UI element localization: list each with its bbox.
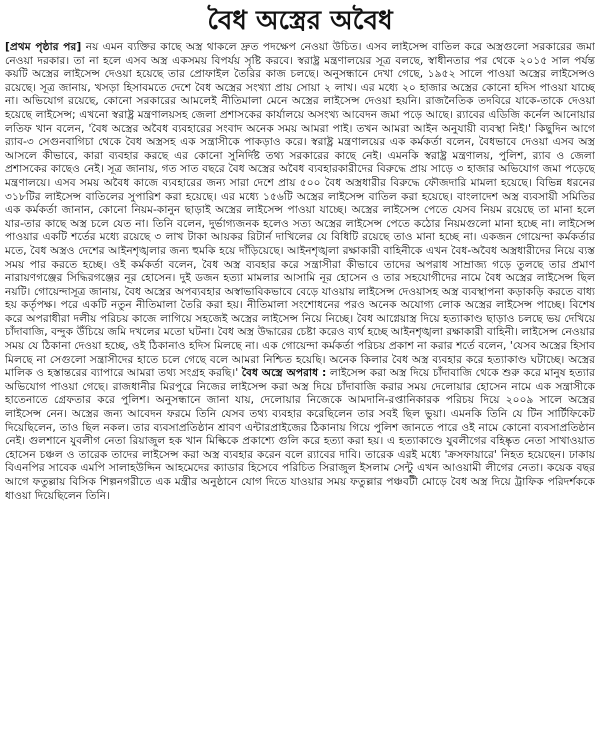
article-body [5,40,595,740]
subheading: বৈধ অস্ত্রে অপরাধ : [241,366,327,380]
paragraph-text: লাইসেন্স করা অস্ত্র দিয়ে চাঁদাবাজি থেকে শুরু করে মানুষ হত্যার অভিযোগ পাওয়া গেছে। রাজধানীর মিরপুরে নিজের লাইসেন্স করা অস্ত্র দিয়ে চাঁদাবাজি করার সময় দেলোয়ার হোসেন নামে এক সন্ত্রাসীকে হাতেনাতে গ্রেফতার করে পুলিশ। অনুসন্ধানে জানা যায়, দেলোয়ার নিজেকে আমদানি-রপ্তানিকারক পরিচয় দিয়ে ২০০৯ সালে অস্ত্রের লাইসেন্স নেন। অস্ত্রের জন্য আবেদন ফরমে তিনি যেসব তথ্য ব্যবহার করেছিলেন তার সবই ছিল ভুয়া। এমনকি তিনি যে টিন সার্টিফিকেট দিয়েছিলেন, তাও ছিল নকল। তার ব্যবসাপ্রতিষ্ঠান শ্রাবণ এন্টারপ্রাইজের ঠিকানায় গিয়ে পুলিশ জানতে পারে ওই নামে কোনো ব্যবসাপ্রতিষ্ঠান নেই। গুলশানে যুবলীগ নেতা রিয়াজুল হক খান মিল্কিকে প্রকাশ্যে গুলি করে হত্যা করা হয়। এ হত্যাকাণ্ডে যুবলীগের বহিষ্কৃত নেতা সাখাওয়াত হোসেন চঞ্চল ও তারেক তাদের লাইসেন্স করা অস্ত্র ব্যবহার করেন বলে র‍্যাবের দাবি। তারেক এরই মধ্যে 'ক্রসফায়ারে' নিহত হয়েছেন। ঢাকায় বিএনপির সাবেক এমপি সালাহউদ্দিন আহমেদের ক্যাডার হিসেবে পরিচিত সিরাজুল ইসলাম সেন্টু এখন আওয়ামী লীগের নেতা। কয়েক বছর আগে ফতুল্লায় বিসিক শিল্পনগরীতে এক মন্ত্রীর অনুষ্ঠানে যোগ দিতে যাওয়ার সময় ফতুল্লার পঞ্চবটী মোড়ে বৈধ অস্ত্র দিয়ে ট্রাফিক পরিদর্শককে ধাওয়া দিয়েছিলেন তিনি। [5,366,595,502]
article-paragraph [5,40,595,502]
article-headline: বৈধ অস্ত্রের অবৈধ [207,6,393,36]
paragraph-text: নয় এমন ব্যক্তির কাছে অস্ত্র থাকলে দ্রুত পদক্ষেপ নেওয়া উচিত। এসব লাইসেন্স বাতিল করে অস্ত্রগুলো সরকারের জমা নেওয়া দরকার। তা না হলে এসব অস্ত্র একসময় বিপর্যয় সৃষ্টি করবে। স্বরাষ্ট্র মন্ত্রণালয়ের সূত্র বলছে, স্বাধীনতার পর থেকে ২০১৫ সাল পর্যন্ত কয়টি অস্ত্রের লাইসেন্স দেওয়া হয়েছে তার প্রোফাইল তৈরির কাজ চলছে। অনুসন্ধানে দেখা গেছে, ১৯৫২ সালে পাওয়া অস্ত্রের লাইসেন্সও রয়েছে। সূত্র জানায়, খসড়া হিসাবমতে দেশে বৈধ অস্ত্রের সংখ্যা প্রায় সোয়া ২ লাখ। এর মধ্যে ২০ হাজার অস্ত্রের কোনো হদিস পাওয়া যাচ্ছে না। অভিযোগ রয়েছে, কোনো সরকারের আমলেই নীতিমালা মেনে অস্ত্রের লাইসেন্স দেওয়া হয়নি। রাজনৈতিক তদবিরে যাকে-তাকে দেওয়া হয়েছে লাইসেন্স; এখনো স্বরাষ্ট্র মন্ত্রণালয়সহ জেলা প্রশাসকের কার্যালয়ে অসংখ্য আবেদন জমা পড়ে আছে। র‍্যাবের এডিজি কর্নেল আনোয়ার লতিফ খান বলেন, 'বৈধ অস্ত্রের অবৈধ ব্যবহারের সংবাদ অনেক সময় আমরা পাই। তখন আমরা আইন অনুযায়ী ব্যবস্থা নিই।' কিছুদিন আগে র‍্যাব-৩ সেগুনবাগিচা থেকে বৈধ অস্ত্রসহ এক সন্ত্রাসীকে পাকড়াও করে। স্বরাষ্ট্র মন্ত্রণালয়ের এক কর্মকর্তা বলেন, বৈধভাবে দেওয়া এসব অস্ত্র আসলে কীভাবে, কারা ব্যবহার করছে এর কোনো সুনির্দিষ্ট তথ্য সরকারের কাছে নেই। এমনকি স্বরাষ্ট্র মন্ত্রণালয়, পুলিশ, র‍্যাব ও জেলা প্রশাসকের কাছেও নেই। সূত্র জানায়, গত সাত বছরে বৈধ অস্ত্রের অবৈধ ব্যবহারকারীদের বিরুদ্ধে প্রায় সাড়ে ৩ হাজার অভিযোগ জমা পড়েছে মন্ত্রণালয়ে। এসব সময় অবৈধ কাজে ব্যবহারের জন্য সারা দেশে প্রায় ৫০০ বৈধ অস্ত্রধারীর বিরুদ্ধে ফৌজদারি মামলা হয়েছে। বিভিন্ন ধরনের ৩১৮টির লাইসেন্স বাতিলের সুপারিশ করা হয়েছে। এর মধ্যে ১৫৬টি অস্ত্রের লাইসেন্স বাতিল করা হয়েছে। বাংলাদেশ অস্ত্র ব্যবসায়ী সমিতির এক কর্মকর্তা জানান, কোনো নিয়ম-কানুন ছাড়াই অস্ত্রের লাইসেন্স পাওয়া যাচ্ছে। অস্ত্রের লাইসেন্স পেতে যেসব নিয়ম রয়েছে তা মানা হলে যার-তার কাছে অস্ত্র চলে যেত না। তিনি বলেন, দুর্ভাগ্যজনক হলেও সত্য অস্ত্রের লাইসেন্স পেতে কঠোর নিয়মগুলো মানা হচ্ছে না। লাইসেন্স পাওয়ার একটি শর্তের মধ্যে রয়েছে ৩ লাখ টাকা আয়কর রিটার্ন দাখিলের যে বিধিটি রয়েছে তাও মানা হচ্ছে না। একজন গোয়েন্দা কর্মকর্তার মতে, বৈধ অস্ত্রও দেশের আইনশৃঙ্খলার জন্য হুমকি হয়ে দাঁড়িয়েছে। আইনশৃঙ্খলা রক্ষাকারী বাহিনীকে এখন বৈধ-অবৈধ অস্ত্রধারীদের নিয়ে ব্যস্ত সময় পার করতে হচ্ছে। ওই কর্মকর্তা বলেন, বৈধ অস্ত্র ব্যবহার করে সন্ত্রাসীরা কীভাবে তাদের অপরাধ সাম্রাজ্য গড়ে তুলছে তার প্রমাণ নারায়ণগঞ্জের সিদ্ধিরগঞ্জের নূর হোসেন। দুই ডজন হত্যা মামলার আসামি নূর হোসেন ও তার সহযোগীদের নামে বৈধ অস্ত্রের লাইসেন্স ছিল নয়টি। গোয়েন্দাসূত্র জানায়, বৈধ অস্ত্রের অপব্যবহার অস্বাভাবিকভাবে বেড়ে যাওয়ায় লাইসেন্স দেওয়াসহ অস্ত্র ব্যবস্থাপনা কড়াকড়ি করতে বাধ্য হয় কর্তৃপক্ষ। পরে একটি নতুন নীতিমালা তৈরি করা হয়। নীতিমালা সংশোধনের পরও অনেক অযোগ্য লোক অস্ত্রের লাইসেন্স পাচ্ছে। বিশেষ করে অপরাধীরা দলীয় পরিচয় কাজে লাগিয়ে সহজেই অস্ত্রের লাইসেন্স নিয়ে নিচ্ছে। বৈধ আগ্নেয়াস্ত্র দিয়ে হত্যাকাণ্ড ছাড়াও চলছে ভয় দেখিয়ে চাঁদাবাজি, বন্দুক উঁচিয়ে জমি দখলের মতো ঘটনা। বৈধ অস্ত্র উদ্ধারের চেষ্টা করেও ব্যর্থ হচ্ছে আইনশৃঙ্খলা রক্ষাকারী বাহিনী। লাইসেন্স নেওয়ার সময় যে ঠিকানা দেওয়া হচ্ছে, ওই ঠিকানাও হদিস মিলছে না। এক গোয়েন্দা কর্মকর্তা পরিচয় প্রকাশ না করার শর্তে বলেন, 'যেসব অস্ত্রের হিসাব মিলছে না সেগুলো সন্ত্রাসীদের হাতে চলে গেছে বলে আমরা নিশ্চিত হয়েছি। অনেক কিলার বৈধ অস্ত্র ব্যবহার করে হত্যাকাণ্ড ঘটাচ্ছে। অস্ত্রের মালিক ও হস্তান্তরের ব্যাপারে আমরা তথ্য সংগ্রহ করছি।' [5,40,595,380]
continuation-tag: [প্রথম পৃষ্ঠার পর] [5,40,82,53]
